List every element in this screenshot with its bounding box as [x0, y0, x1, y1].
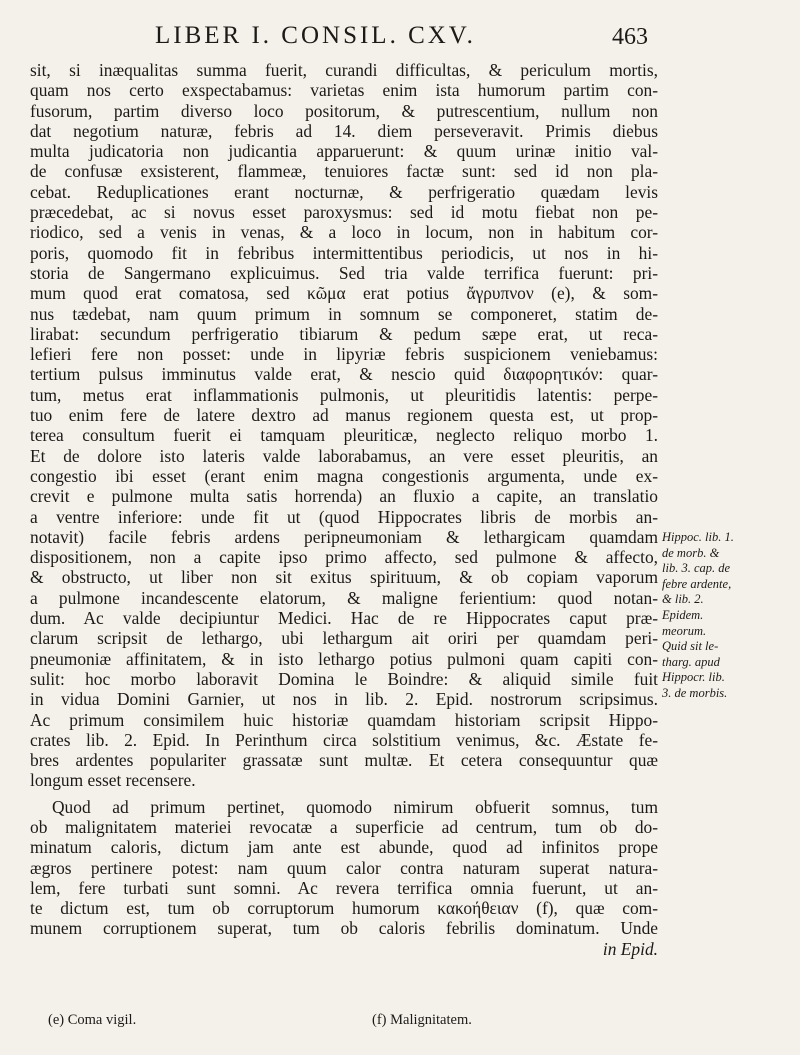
text-line: riodico, sed a venis in venas, & a loco in locum, non in habitum cor- [30, 222, 658, 243]
text-line: ægros pertinere potest: nam quum calor contra naturam superat natura- [30, 857, 658, 878]
text-line: lirabat: secundum perfrigeratio tibiarum & pedum sæpe erat, ut reca- [30, 323, 658, 344]
text-line: clarum scripsit de lethargo, ubi lethargum ait oriri per quamdam peri- [30, 628, 658, 649]
text-line: dat negotium naturæ, febris ad 14. diem perseveravit. Primis diebus [30, 120, 658, 141]
text-line: in vidua Domini Garnier, ut nos in lib. 2. Epid. nostrorum scripsimus. [30, 689, 658, 710]
text-line: dum. Ac valde decipiuntur Medici. Hac de re Hippocrates caput præ- [30, 608, 658, 629]
text-line: sulit: hoc morbo laboravit Domina le Boindre: & aliquid simile fuit [30, 668, 658, 689]
text-line: Ac primum consimilem huic historiæ quamdam historiam scripsit Hippo- [30, 709, 658, 730]
page-header [0, 22, 800, 58]
text-line: poris, quomodo fit in febribus intermittentibus periodicis, ut nos in hi- [30, 242, 658, 263]
margin-line: Epidem. [662, 607, 704, 622]
text-line: tertium pulsus imminutus valde erat, & nescio quid διαφορητικόν: quar- [30, 364, 658, 385]
main-text [30, 60, 658, 959]
text-line: lefieri fere non posset: unde in lipyriæ febris suspicionem veniebamus: [30, 344, 658, 365]
footnote-f: (f) Malignitatem. [372, 1012, 472, 1028]
text-line: mum quod erat comatosa, sed κῶμα erat potius ἄγρυπνον (e), & som- [30, 283, 658, 304]
text-line: ob malignitatem materiei revocatæ a superficie ad centrum, tum ob do- [30, 816, 658, 837]
text-line: minatum caloris, dictum jam ante est abunde, quod ad infinitos prope [30, 837, 658, 858]
text-line: lem, fere turbati sunt somni. Ac revera terrifica omnia fuerunt, ut an- [30, 877, 658, 898]
text-line: storia de Sangermano explicuimus. Sed tria valde terrifica fuerunt: pri- [30, 262, 658, 283]
text-line: tuo enim fere de latere dextro ad manus regionem questa est, ut prop- [30, 405, 658, 426]
text-line: longum esset recensere. [30, 770, 196, 791]
text-line: multa judicatoria non judicantia apparuerunt: & quum urinæ initio val- [30, 141, 658, 162]
margin-line: febre ardente, [662, 576, 732, 591]
text-line: terea consultum fuerit ei tamquam pleuriticæ, neglecto reliquo morbo 1. [30, 425, 658, 446]
footnotes [0, 1012, 800, 1042]
text-line: cebat. Reduplicationes erant nocturnæ, & perfrigeratio quædam levis [30, 181, 658, 202]
text-line: crates lib. 2. Epid. In Perinthum circa solstitium venimus, &c. Æstate fe- [30, 729, 658, 750]
text-line: te dictum est, tum ob corruptorum humorum κακοήθειαν (f), quæ com- [30, 898, 658, 919]
catchword: in Epid. [602, 938, 658, 959]
text-line: de confusæ exsisterent, flammeæ, tenuiores factæ sunt: sed id non pla- [30, 161, 658, 182]
text-line: sit, si inæqualitas summa fuerit, curandi difficultas, & periculum mortis, [30, 60, 658, 80]
text-line: tum, metus erat inflammationis pulmonis, ut pleuritidis latentis: perpe- [30, 384, 658, 405]
margin-line: Hippoc. lib. 1. [662, 530, 734, 544]
text-line: Quod ad primum pertinet, quomodo nimirum obfuerit somnus, tum [52, 796, 658, 817]
margin-line: tharg. apud [662, 654, 720, 669]
marginal-note [662, 530, 792, 702]
text-line: a ventre inferiore: unde fit ut (quod Hippocrates libris de morbis an- [30, 506, 658, 527]
margin-line: de morb. & [662, 545, 720, 560]
margin-line: & lib. 2. [662, 592, 704, 607]
text-line: a pulmone incandescente elatorum, & maligne ferientium: quod notan- [30, 587, 658, 608]
margin-line: meorum. [662, 623, 707, 638]
text-line: fusorum, partim diverso loco positorum, & putrescentium, nullum non [30, 100, 658, 121]
text-line: pneumoniæ affinitatem, & in isto lethargo potius pulmoni quam capiti con- [30, 648, 658, 669]
margin-line: Quid sit le- [662, 639, 719, 654]
text-line: bres ardentes populariter grassatæ sunt multæ. Et cetera consequuntur quæ [30, 750, 658, 771]
text-line: crevit e pulmone multa satis horrenda) an fluxio a capite, an translatio [30, 486, 658, 507]
text-line: & obstructo, ut liber non sit exitus spirituum, & ob copiam vaporum [30, 567, 658, 588]
text-line: munem corruptionem superat, tum ob caloris febrilis dominatum. Unde [30, 918, 658, 939]
margin-line: Hippocr. lib. [662, 670, 725, 685]
text-line: congestio ibi esset (erant enim magna congestionis argumenta, unde ex- [30, 465, 658, 486]
text-line: notavit) facile febris ardens peripneumoniam & lethargicam quamdam [30, 526, 658, 547]
text-line: nus tædebat, nam quum primum in somnum se componeret, statim de- [30, 303, 658, 324]
text-line: dispositionem, non a capite ipso primo affecto, sed pulmone & affecto, [30, 547, 658, 568]
text-line: Et de dolore isto lateris valde laborabamus, an vere esset pleuritis, an [30, 445, 658, 466]
margin-line: 3. de morbis. [662, 685, 728, 700]
footnote-e: (e) Coma vigil. [48, 1012, 137, 1028]
margin-line: lib. 3. cap. de [662, 561, 731, 576]
text-line: quam nos certo exspectabamus: varietas enim ista humorum partim con- [30, 80, 658, 101]
page-number: 463 [612, 24, 648, 50]
running-title: LIBER I. CONSIL. CXV. [155, 22, 476, 49]
text-line: præcedebat, ac si novus esset paroxysmus: sed id motu fiebat non pe- [30, 202, 658, 223]
